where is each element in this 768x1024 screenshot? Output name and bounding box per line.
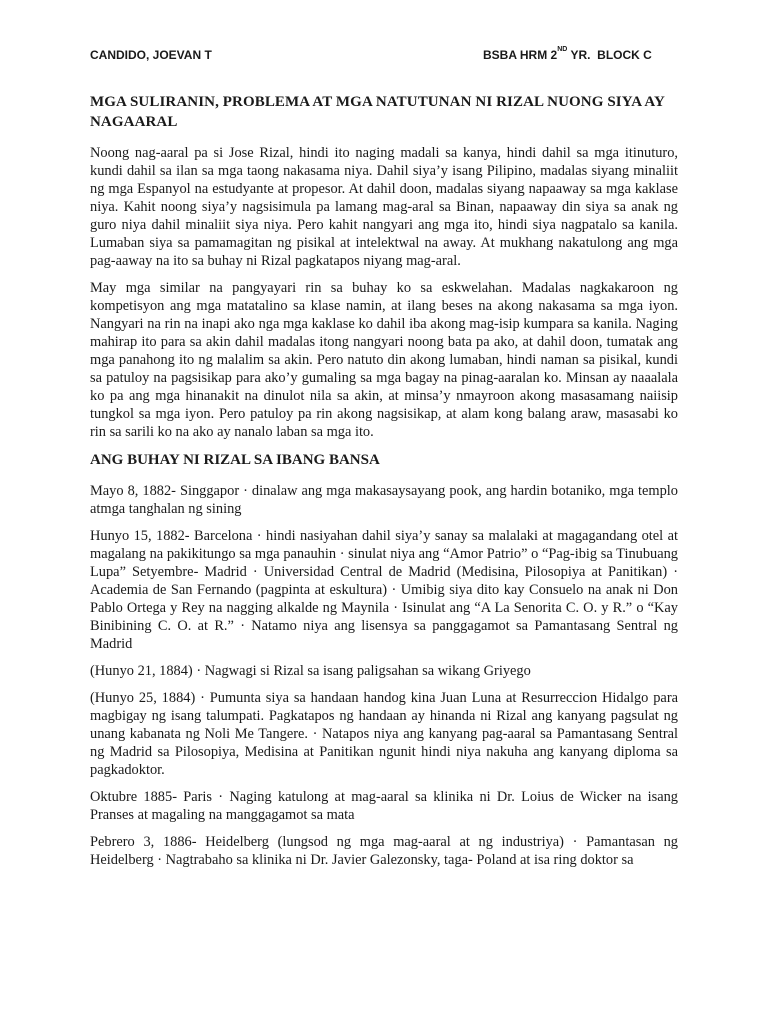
paragraph: May mga similar na pangyayari rin sa buhay ko sa eskwelahan. Madalas nagkakaroon ng kompetisyon ang mga matatalino sa klase namin, at ilang beses na akong nakasama sa mga iyon. Nangyari na rin na inapi ako nga mga kaklase ko dahil iba akong mag-isip kumpara sa kanila. Naging mahirap ito para sa akin dahil madalas itong nangyari noong bata pa ako, at dahil doon, tumatak ang mga panahong ito ng malalim sa akin. Pero natuto din akong lumaban, hindi naman sa pisikal, kundi sa patuloy na pagsisikap para ako’y gumaling sa mga bagay na pinag-aaralan ko. Minsan ay naaalala ko pa ang mga hinanakit na dinulot nila sa akin, at minsa’y nmayroon akong masasamang naiisip tungkol sa mga iyon. Pero patuloy pa rin akong nagsisikap, at alam kong balang araw, masasabi ko rin sa sarili ko na ako ay nanalo laban sa mga ito. bbox=[90, 280, 678, 440]
course-suffix: YR. BLOCK C bbox=[567, 48, 652, 62]
paragraph: Pebrero 3, 1886- Heidelberg (lungsod ng mga mag-aaral at ng industriya) · Pamantasan ng Heidelberg · Nagtrabaho sa klinika ni Dr. Javier Galezonsky, taga- Poland at isa ring doktor sa bbox=[90, 834, 678, 868]
course-block bbox=[483, 48, 652, 62]
course-prefix: BSBA HRM 2 bbox=[483, 48, 558, 62]
paragraph: (Hunyo 25, 1884) · Pumunta siya sa handaan handog kina Juan Luna at Resurreccion Hidalgo para magbigay ng isang talumpati. Pagkatapos ng handaan ay hinanda ni Rizal ang kanyang pagsulat ng unang kabanata ng Noli Me Tangere. · Natapos niya ang kanyang pag-aaral sa Pamantasang Sentral ng Madrid sa Pilosopiya, Medisina at Panitikan ngunit hindi niya nakuha ang kanyang diploma sa pagkadoktor. bbox=[90, 690, 678, 778]
paragraph: (Hunyo 21, 1884) · Nagwagi si Rizal sa isang paligsahan sa wikang Griyego bbox=[90, 663, 531, 679]
paragraph: Mayo 8, 1882- Singgapor · dinalaw ang mga makasaysayang pook, ang hardin botaniko, mga templo atmga tanghalan ng sining bbox=[90, 483, 678, 517]
paragraph: Hunyo 15, 1882- Barcelona · hindi nasiyahan dahil siya’y sanay sa malalaki at magagandang otel at magalang na pakikitungo sa mga panauhin · sinulat niya ang “Amor Patrio” o “Pag-ibig sa Tinubuang Lupa” Setyembre- Madrid · Universidad Central de Madrid (Medisina, Pilosopiya at Panitikan) · Academia de San Fernando (pagpinta at eskultura) · Umibig siya dito kay Consuelo na anak ni Don Pablo Ortega y Rey na nagging alkalde ng Maynila · Isinulat ang “A La Senorita C. O. y R.” o “Kay Binibining C. O. at R.” · Natamo niya ang lisensya sa panggagamot sa Pamantasang Sentral ng Madrid bbox=[90, 528, 678, 652]
section-title-ibang-bansa: ANG BUHAY NI RIZAL SA IBANG BANSA bbox=[90, 452, 380, 468]
page-header bbox=[90, 48, 678, 68]
document-body bbox=[90, 92, 678, 878]
student-name: CANDIDO, JOEVAN T bbox=[90, 48, 212, 62]
section-title-suliranin: MGA SULIRANIN, PROBLEMA AT MGA NATUTUNAN NI RIZAL NUONG SIYA AY NAGAARAL bbox=[90, 94, 665, 130]
paragraph: Oktubre 1885- Paris · Naging katulong at mag-aaral sa klinika ni Dr. Loius de Wicker na isang Pranses at magaling na manggagamot sa mata bbox=[90, 789, 678, 823]
course-superscript: ND bbox=[557, 46, 568, 53]
paragraph: Noong nag-aaral pa si Jose Rizal, hindi ito naging madali sa kanya, hindi dahil sa mga itinuturo, kundi dahil sa ilan sa mga taong nakasama niya. Dahil siya’y isang Pilipino, madalas siyang minaliit ng mga Espanyol na estudyante at propesor. At dahil doon, madalas siyang napaaway sa mga kaklase niya. Kahit noong siya’y nagsisimula pa lamang mag-aral sa Binan, napaaway din siya sa anak ng guro niya dahil minaliit siya niya. Pero kahit nangyari ang mga ito, hindi siya nagpatalo sa kanila. Lumaban siya sa pamamagitan ng pisikal at intelektwal na away. At mukhang nakatulong ang mga pag-aaway na ito sa buhay ni Rizal pagkatapos niyang mag-aral. bbox=[90, 145, 678, 269]
